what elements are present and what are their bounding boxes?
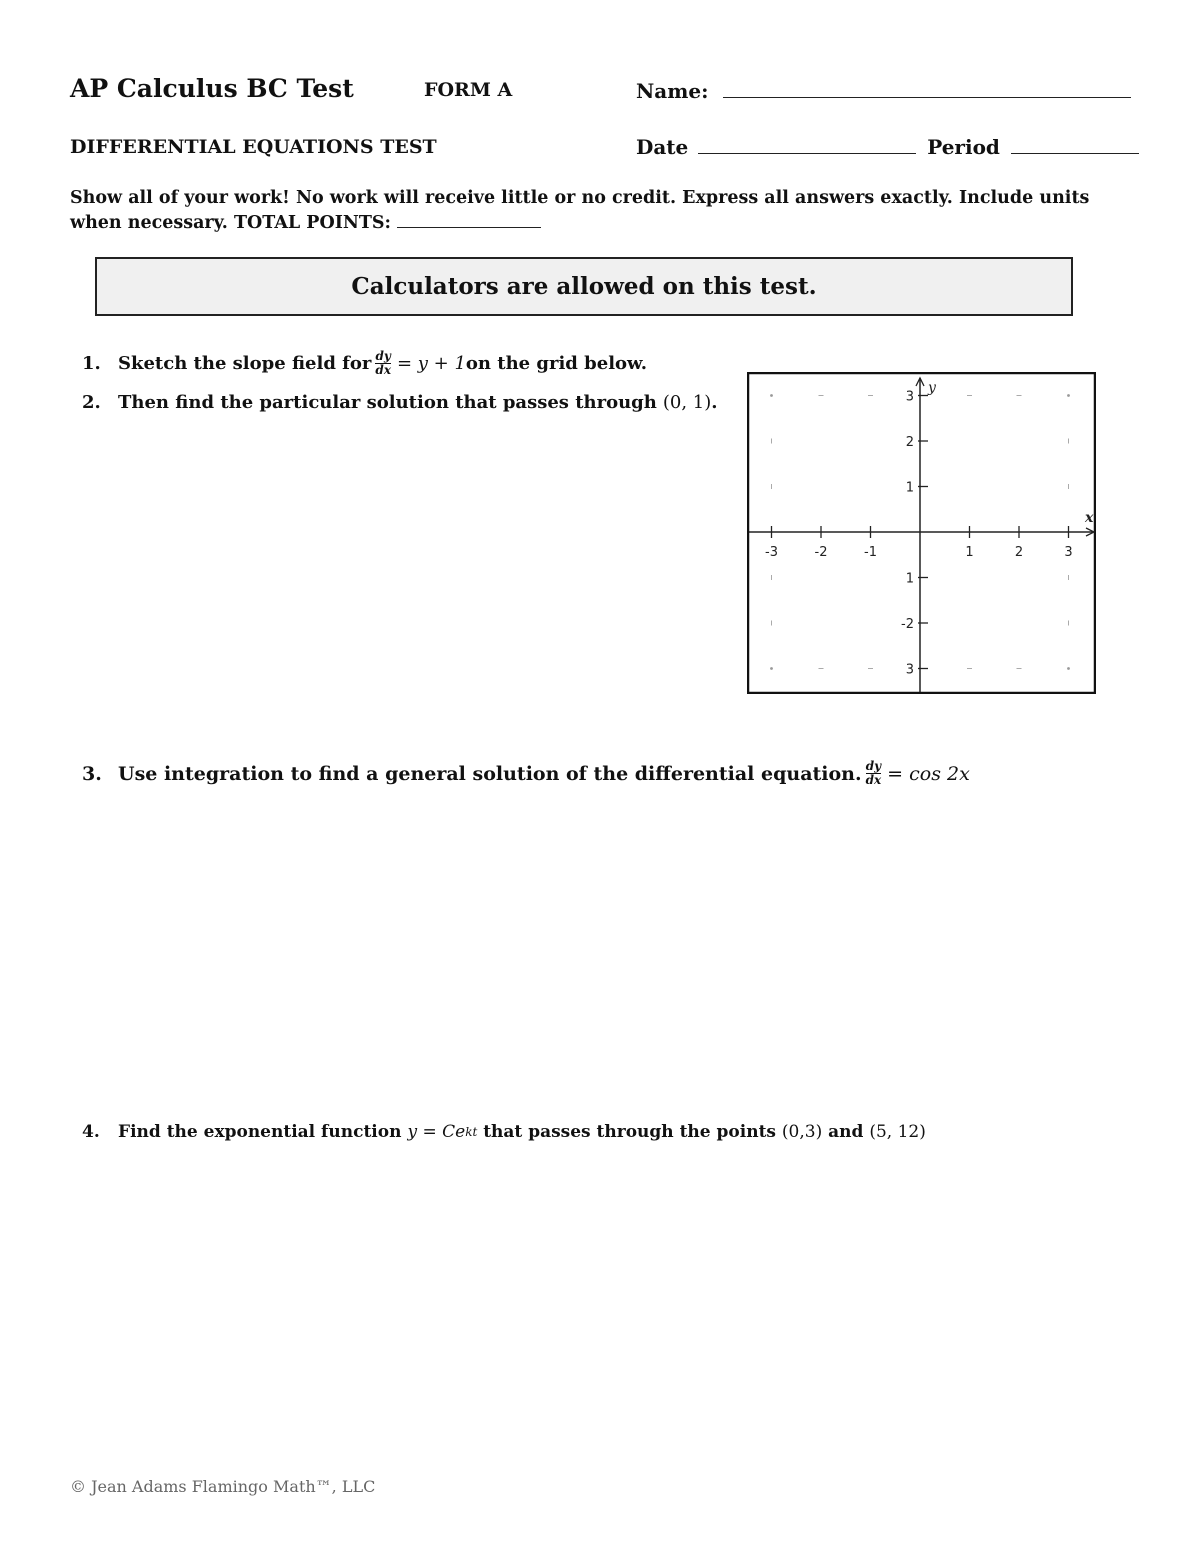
x-tick-label: -3 [765, 545, 778, 560]
fraction-numerator: dy [865, 759, 882, 773]
grid-border [748, 373, 1095, 693]
x-tick-label: 2 [1014, 545, 1024, 560]
test-subtitle: DIFFERENTIAL EQUATIONS TEST [70, 136, 437, 158]
question-number: 2. [82, 392, 101, 413]
point-1: (0,3) [781, 1122, 823, 1142]
x-axis-label: x [1085, 510, 1094, 526]
question-1 [82, 350, 647, 377]
calculator-notice [95, 257, 1073, 316]
question-4 [82, 1122, 926, 1142]
name-line [723, 96, 1131, 98]
equation: y = Ce [407, 1122, 466, 1142]
x-tick-label: -1 [864, 545, 877, 560]
instructions-text: Show all of your work! No work will receive little or no credit. Express all answers exactly. Include units when necessary. TOTAL POINTS: [70, 188, 1090, 233]
question-number: 4. [82, 1122, 100, 1142]
date-label: Date [636, 135, 689, 159]
date-field[interactable] [636, 135, 1139, 159]
y-tick-label: 1 [905, 480, 914, 496]
question-3 [82, 760, 970, 787]
question-2 [82, 392, 718, 413]
x-tick-label: 3 [1064, 545, 1073, 560]
question-number: 1. [82, 353, 101, 374]
question-text-end: on the grid below. [465, 353, 647, 374]
question-text-and: and [822, 1122, 870, 1142]
question-text-end: . [711, 392, 718, 413]
fraction-denominator: dx [865, 773, 882, 787]
total-points-line[interactable] [397, 226, 541, 228]
name-label: Name: [636, 79, 709, 103]
grid-point [770, 667, 773, 670]
instructions [70, 186, 1130, 236]
test-title: AP Calculus BC Test [70, 74, 354, 103]
question-text: Then find the particular solution that passes through [118, 392, 657, 413]
fraction-denominator: dx [375, 363, 391, 377]
date-line [698, 152, 916, 154]
equation: = y + 1 [396, 353, 466, 374]
y-tick-label: 2 [905, 435, 914, 450]
point: (0, 1) [662, 392, 712, 413]
question-text: Sketch the slope field for [118, 353, 372, 374]
grid-point [1067, 667, 1070, 670]
question-text: Use integration to find a general solution of the differential equation. [118, 762, 862, 785]
y-tick-label: -2 [901, 617, 914, 632]
y-tick-label: 3 [905, 662, 914, 678]
grid-point [1067, 394, 1070, 397]
slope-field-grid[interactable] [747, 372, 1096, 694]
question-text-middle: that passes through the points [477, 1122, 782, 1142]
y-axis-label: y [928, 380, 936, 396]
x-tick-label: 1 [965, 545, 974, 560]
period-line [1011, 152, 1139, 154]
copyright-footer: © Jean Adams Flamingo Math™, LLC [70, 1477, 376, 1496]
period-label: Period [927, 135, 1000, 159]
derivative-fraction [375, 350, 391, 377]
point-2: (5, 12) [869, 1122, 926, 1142]
x-tick-label: -2 [814, 545, 828, 560]
y-tick-label: 3 [905, 389, 914, 405]
exponent: kt [465, 1125, 478, 1139]
question-text: Find the exponential function [118, 1122, 402, 1142]
grid-point [770, 394, 773, 397]
calculator-notice-text: Calculators are allowed on this test. [351, 273, 817, 300]
derivative-fraction [866, 760, 882, 787]
equation: = cos 2x [887, 762, 970, 785]
y-tick-label: 1 [905, 571, 914, 587]
question-number: 3. [82, 762, 102, 785]
fraction-numerator: dy [375, 349, 391, 363]
name-field[interactable] [636, 79, 1131, 103]
form-label: FORM A [424, 79, 513, 101]
